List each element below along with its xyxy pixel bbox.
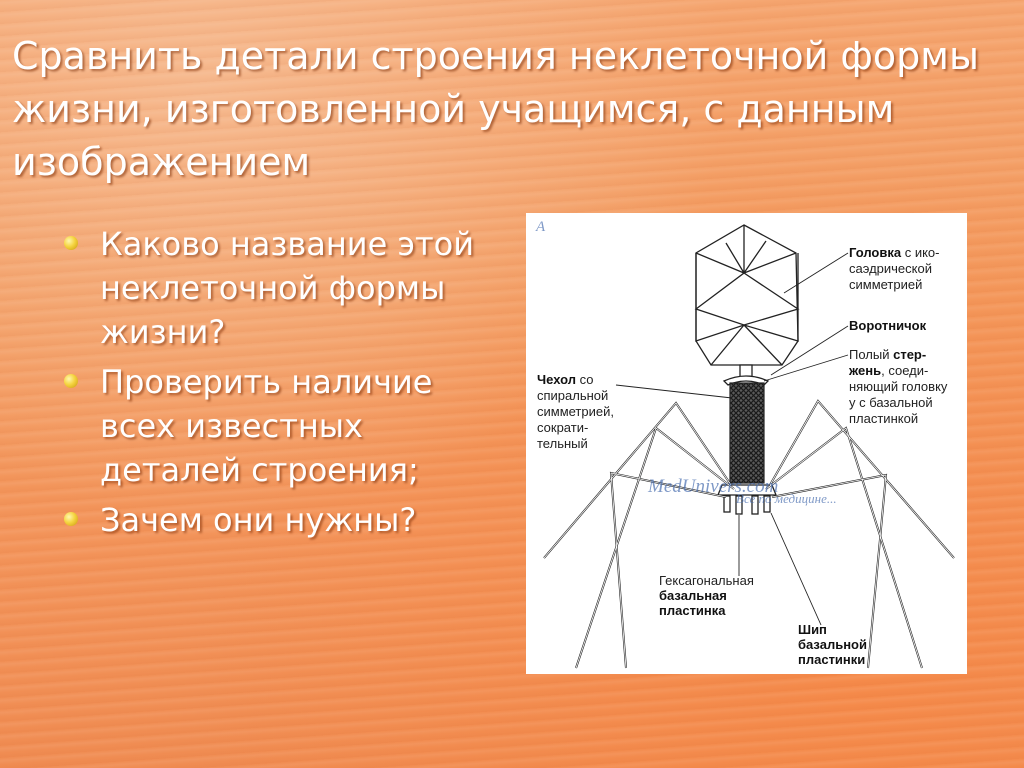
bullet-text: Проверить наличие всех известных деталей строения; [100,363,433,489]
bullet-list [62,222,482,548]
label-sheath-line5: тельный [537,436,588,451]
label-sheath-line3: симметрией, [537,404,614,419]
label-base-plate-line2: базальная [659,588,727,603]
label-rod-line5: пластинкой [849,411,919,426]
bullet-text: Зачем они нужны? [100,501,417,539]
label-head-line2: саэдрической [849,261,932,276]
label-sheath: Чехол со [537,372,594,387]
label-spike: Шип [798,622,827,637]
bullet-icon [64,236,78,250]
label-rod-line4: у с базальной [849,395,933,410]
bullet-item [62,498,482,542]
label-sheath-line2: спиральной [537,388,609,403]
phage-tail-sheath [730,383,764,483]
slide-title: Сравнить детали строения неклеточной формы жизни, изготовленной учащимся, с данным изображением [12,34,979,184]
bullet-icon [64,512,78,526]
label-head-line3: симметрией [849,277,923,292]
label-head: Головка с ико- [849,245,940,260]
label-rod-line3: няющий головку [849,379,948,394]
label-rod: Полый стер- [849,347,927,362]
panel-letter: А [536,219,546,235]
label-spike-line3: пластинки [798,652,866,667]
bullet-icon [64,374,78,388]
label-spike-line2: базальной [798,637,867,652]
bullet-item [62,222,482,354]
phage-head [696,225,798,365]
watermark-tagline: Все по медицине... [736,491,837,506]
label-collar: Воротничок [849,318,927,333]
watermark: MedUnivers.com [648,476,779,497]
label-base-plate-line3: пластинка [659,603,726,618]
label-base-plate: Гексагональная [659,573,754,588]
bullet-text: Каково название этой неклеточной формы жизни? [100,225,475,351]
bullet-item [62,360,482,492]
label-sheath-line4: сократи- [537,420,589,435]
bacteriophage-diagram [526,213,967,674]
label-rod-line2: жень, соеди- [849,363,929,378]
phage-collar [724,365,768,385]
